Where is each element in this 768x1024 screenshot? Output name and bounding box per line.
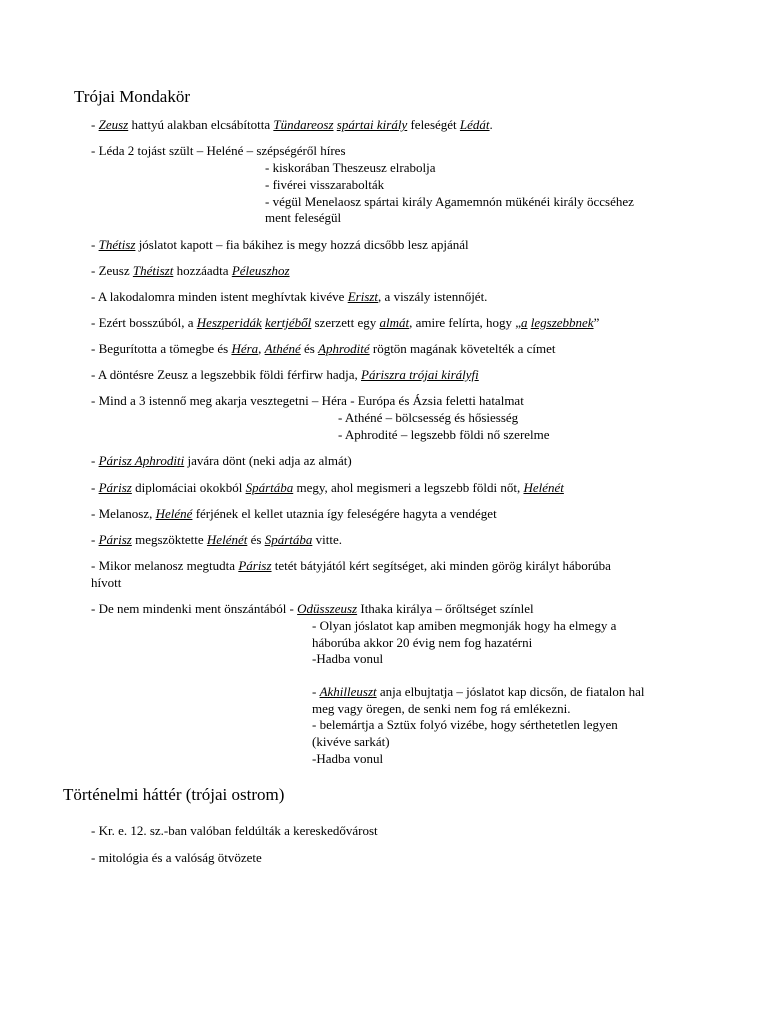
term-parisz: Párisz [238,558,272,573]
bullet-thetisz: - Thétisz jóslatot kapott – fia bákihez is megy hozzá dicsőbb lesz apjánál [91,237,469,252]
term-aphrodite: Aphrodité [318,341,370,356]
term-parisz: Párisz [98,480,132,495]
term-almat: almát [379,315,410,330]
term-helenet: Helénét [523,480,564,495]
bullet-onszantabol: - De nem mindenki ment önszántából - Odüsszeusz Ithaka királya – őrőltséget színlel [91,601,534,616]
bullet-zeusz: - Zeusz hattyú alakban elcsábította Tündareosz spártai király feleségét Lédát. [91,117,493,132]
sub-item-akhilleusz: - Akhilleuszt anja elbujtatja – jóslatot kap dicsőn, de fiatalon hal [312,684,645,699]
term-spartai-kiraly: spártai király [336,117,408,132]
term-heszperidak: Heszperidák [196,315,262,330]
term-ledat: Lédát [459,117,490,132]
term-parisz-aphroditi: Párisz Aphroditi [98,453,185,468]
bullet-kereskedovaros: - Kr. e. 12. sz.-ban valóban feldúlták a kereskedővárost [91,823,378,838]
bullet-zeusz-peleusz: - Zeusz Thétiszt hozzáadta Péleuszhoz [91,263,290,278]
term-zeusz: Zeusz [98,117,129,132]
bullet-lakodalom: - A lakodalomra minden istent meghívtak kivéve Eriszt, a viszály istennőjét. [91,289,488,304]
sub-item: meg vagy öregen, de senki nem fog rá emlékezni. [312,701,571,716]
bullet-begurította: - Begurította a tömegbe és Héra, Athéné és Aphrodité rögtön magának követelték a címet [91,341,556,356]
term-thetisz: Thétisz [98,237,136,252]
sub-item: ment feleségül [265,210,342,225]
term-thetiszt: Thétiszt [132,263,174,278]
sub-item: - kiskorában Theszeusz elrabolja [265,160,436,175]
bullet-parisz-sparta: - Párisz diplomáciai okokból Spártába megy, ahol megismeri a legszebb földi nőt, Helénét [91,480,564,495]
sub-item: háborúba akkor 20 évig nem fog hazatérni [312,635,533,650]
term-helenet: Helénét [206,532,248,547]
sub-item: -Hadba vonul [312,751,384,766]
bullet-leda: - Léda 2 tojást szült – Heléné – szépségéről híres [91,143,346,158]
term-eriszt: Eriszt [347,289,379,304]
bullet-szoktetes: - Párisz megszöktette Helénét és Spártába vitte. [91,532,342,547]
sub-item: (kivéve sarkát) [312,734,390,749]
bullet-vesztegetes: - Mind a 3 istennő meg akarja vesztegetni – Héra - Európa és Ázsia feletti hatalmat [91,393,524,408]
bullet-parisz-dont: - Párisz Aphroditi javára dönt (neki adja az almát) [91,453,352,468]
section-heading-history: Történelmi háttér (trójai ostrom) [63,785,285,804]
bullet-haboru: - Mikor melanosz megtudta Párisz tetét bátyjától kért segítséget, aki minden görög királyt háborúba [91,558,611,573]
term-pariszra: Páriszra trójai királyfi [361,367,479,382]
bullet-melanosz: - Melanosz, Heléné férjének el kellet utaznia így feleségére hagyta a vendéget [91,506,497,521]
term-kertjebol: kertjéből [265,315,312,330]
term-odusszeusz: Odüsszeusz [297,601,358,616]
section-heading-trojan-myth: Trójai Mondakör [74,87,191,106]
bullet-continuation: hívott [91,575,122,590]
term-athene: Athéné [264,341,301,356]
sub-item: - végül Menelaosz spártai király Agamemnón mükénéi király öccséhez [265,194,634,209]
term-spartaba: Spártába [264,532,313,547]
sub-item: - Athéné – bölcsesség és hősiesség [338,410,519,425]
sub-item: - belemártja a Sztüx folyó vizébe, hogy sérthetetlen legyen [312,717,618,732]
bullet-alma: - Ezért bosszúból, a Heszperidák kertjéből szerzett egy almát, amire felírta, hogy „a legszebbnek” [91,315,600,330]
term-hera: Héra [231,341,259,356]
bullet-dontes: - A döntésre Zeusz a legszebbik földi férfirw hadja, Páriszra trójai királyfi [91,367,479,382]
bullet-mitologia: - mitológia és a valóság ötvözete [91,850,262,865]
term-parisz: Párisz [98,532,132,547]
term-akhilleuszt: Akhilleuszt [319,684,377,699]
term-peleuszhoz: Péleuszhoz [231,263,290,278]
sub-item: - fivérei visszarabolták [265,177,385,192]
term-tundareosz: Tündareosz [273,117,334,132]
term-helene: Heléné [155,506,193,521]
sub-item: - Olyan jóslatot kap amiben megmonják hogy ha elmegy a [312,618,617,633]
term-spartaba: Spártába [245,480,294,495]
sub-item: - Aphrodité – legszebb földi nő szerelme [338,427,550,442]
term-legszebbnek: legszebbnek [530,315,594,330]
term-a: a [521,315,528,330]
sub-item: -Hadba vonul [312,651,384,666]
